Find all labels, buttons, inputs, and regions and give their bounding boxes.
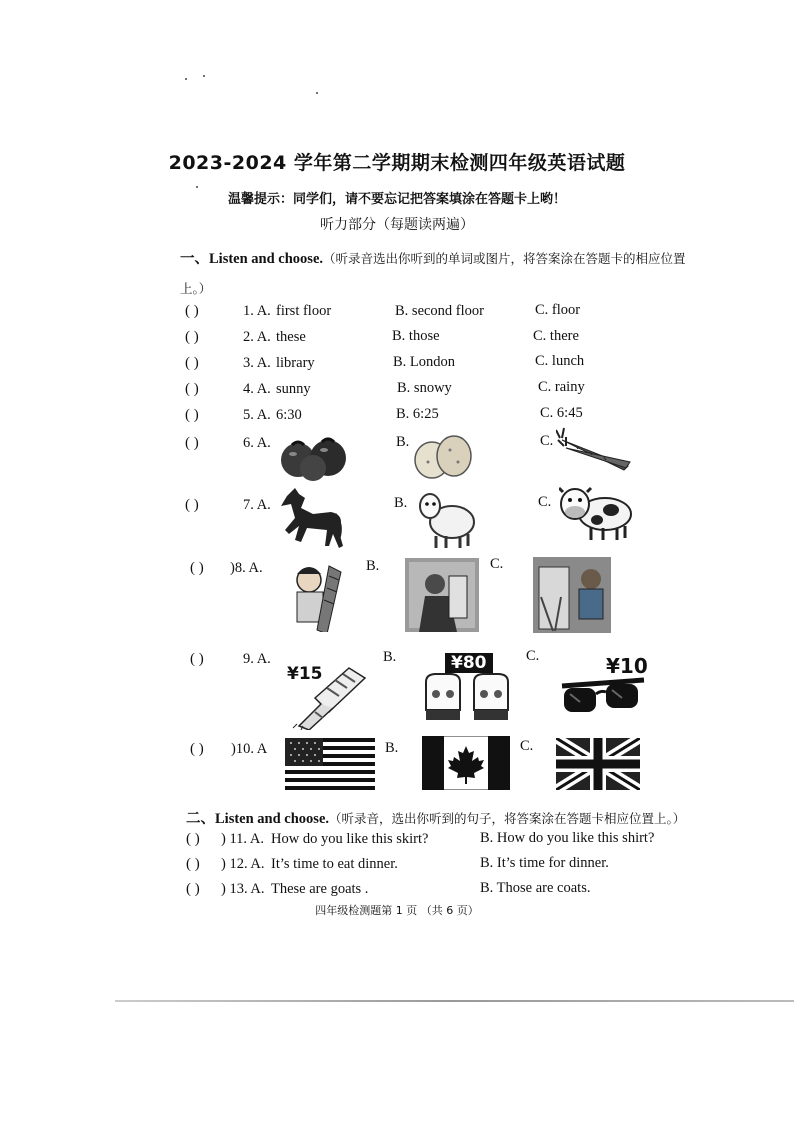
question-number: 6. A. [243, 435, 271, 451]
boy-with-clothes-icon [533, 557, 611, 633]
section2-heading-cn: （听录音，选出你听到的句子，将答案涂在答题卡相应位置上。） [329, 811, 686, 826]
answer-blank[interactable]: ( ) [185, 497, 199, 513]
option-b-label: B. [394, 495, 408, 511]
answer-blank[interactable]: ( ) [185, 355, 199, 371]
option-c: C. rainy [538, 379, 585, 395]
answer-blank[interactable]: ( ) [190, 741, 204, 757]
option-a: library [276, 355, 315, 371]
option-b: B. second floor [395, 303, 484, 319]
option-b-label: B. [385, 740, 399, 756]
question-number: 4. A. [243, 381, 271, 397]
section2-heading-en: 二、Listen and choose. [186, 811, 330, 827]
scan-speck [185, 78, 187, 80]
option-b-label: B. [383, 649, 397, 665]
section1-heading-line2: 上。） [180, 281, 212, 296]
option-c-label: C. [526, 648, 540, 664]
uk-flag-icon [556, 738, 640, 790]
option-c-label: C. [520, 738, 534, 754]
answer-blank[interactable]: ( ) [186, 856, 200, 872]
reminder-tip: 温馨提示：同学们，请不要忘记把答案填涂在答题卡上哟！ [227, 192, 566, 207]
option-c-label: C. [540, 433, 554, 449]
scan-speck [316, 92, 318, 94]
question-number: 1. A. [243, 303, 271, 319]
price-a: ¥15 [287, 664, 323, 684]
price-c: ¥10 [606, 654, 648, 678]
question-number: )10. A [231, 741, 268, 757]
boy-with-scarf-icon [281, 560, 353, 632]
answer-blank[interactable]: ( ) [185, 329, 199, 345]
section1-heading [180, 247, 686, 268]
answer-blank[interactable]: ( ) [185, 407, 199, 423]
potatoes-icon [412, 432, 474, 482]
answer-blank[interactable]: ( ) [185, 435, 199, 451]
option-b: B. Those are coats. [480, 880, 591, 896]
page-footer: 四年级检测题第 1 页 （共 6 页） [315, 904, 479, 917]
option-a: these [276, 329, 306, 345]
option-c: C. there [533, 328, 579, 344]
canada-flag-icon [422, 736, 510, 790]
option-b: B. It’s time for dinner. [480, 855, 609, 871]
option-c: C. 6:45 [540, 405, 583, 421]
answer-blank[interactable]: ( ) [185, 381, 199, 397]
option-a: These are goats . [271, 881, 369, 897]
option-b-label: B. [366, 558, 380, 574]
question-number: )8. A. [230, 560, 263, 576]
answer-blank[interactable]: ( ) [190, 651, 204, 667]
scarf-icon [285, 660, 375, 730]
answer-blank[interactable]: ( ) [190, 560, 204, 576]
girl-wearing-coat-icon [405, 558, 479, 632]
option-b: B. London [393, 354, 456, 370]
option-b: B. snowy [397, 380, 452, 396]
listening-subtitle: 听力部分（每题读两遍） [320, 217, 474, 233]
horse-icon [273, 486, 345, 552]
scan-edge-line [115, 1000, 794, 1002]
sheep-icon [416, 488, 478, 552]
option-b: B. 6:25 [396, 406, 439, 422]
answer-blank[interactable]: ( ) [186, 881, 200, 897]
sunglasses-icon [558, 676, 648, 724]
question-number: ) 11. A. [221, 831, 264, 847]
scan-speck [203, 75, 205, 77]
question-number: ) 13. A. [221, 881, 265, 897]
question-number: 9. A. [243, 651, 271, 667]
option-a: first floor [276, 303, 332, 319]
question-number: 5. A. [243, 407, 271, 423]
answer-blank[interactable]: ( ) [186, 831, 200, 847]
option-c: C. lunch [535, 353, 585, 369]
question-number: 3. A. [243, 355, 271, 371]
cow-icon [559, 484, 635, 542]
gloves-icon [420, 672, 514, 722]
price-b: ¥80 [445, 653, 493, 673]
question-number: 2. A. [243, 329, 271, 345]
option-a: How do you like this skirt? [271, 831, 429, 847]
option-c: C. floor [535, 302, 581, 318]
question-number: ) 12. A. [221, 856, 265, 872]
option-b-label: B. [396, 434, 410, 450]
carrots-icon [556, 426, 634, 474]
section2-heading [186, 807, 685, 828]
option-a: It’s time to eat dinner. [271, 856, 398, 872]
option-c-label: C. [490, 556, 504, 572]
option-c-label: C. [538, 494, 552, 510]
option-a: sunny [276, 381, 311, 397]
usa-flag-icon [285, 738, 375, 792]
answer-blank[interactable]: ( ) [185, 303, 199, 319]
page-title: 2023-2024 学年第二学期期末检测四年级英语试题 [168, 152, 626, 174]
option-b: B. How do you like this shirt? [480, 830, 655, 846]
option-b: B. those [392, 328, 440, 344]
section1-heading-cn: （听录音选出你听到的单词或图片，将答案涂在答题卡的相应位置 [323, 251, 686, 266]
option-a: 6:30 [276, 407, 302, 423]
section1-heading-en: 一、Listen and choose. [180, 251, 324, 267]
tomatoes-icon [278, 430, 352, 482]
question-number: 7. A. [243, 497, 271, 513]
